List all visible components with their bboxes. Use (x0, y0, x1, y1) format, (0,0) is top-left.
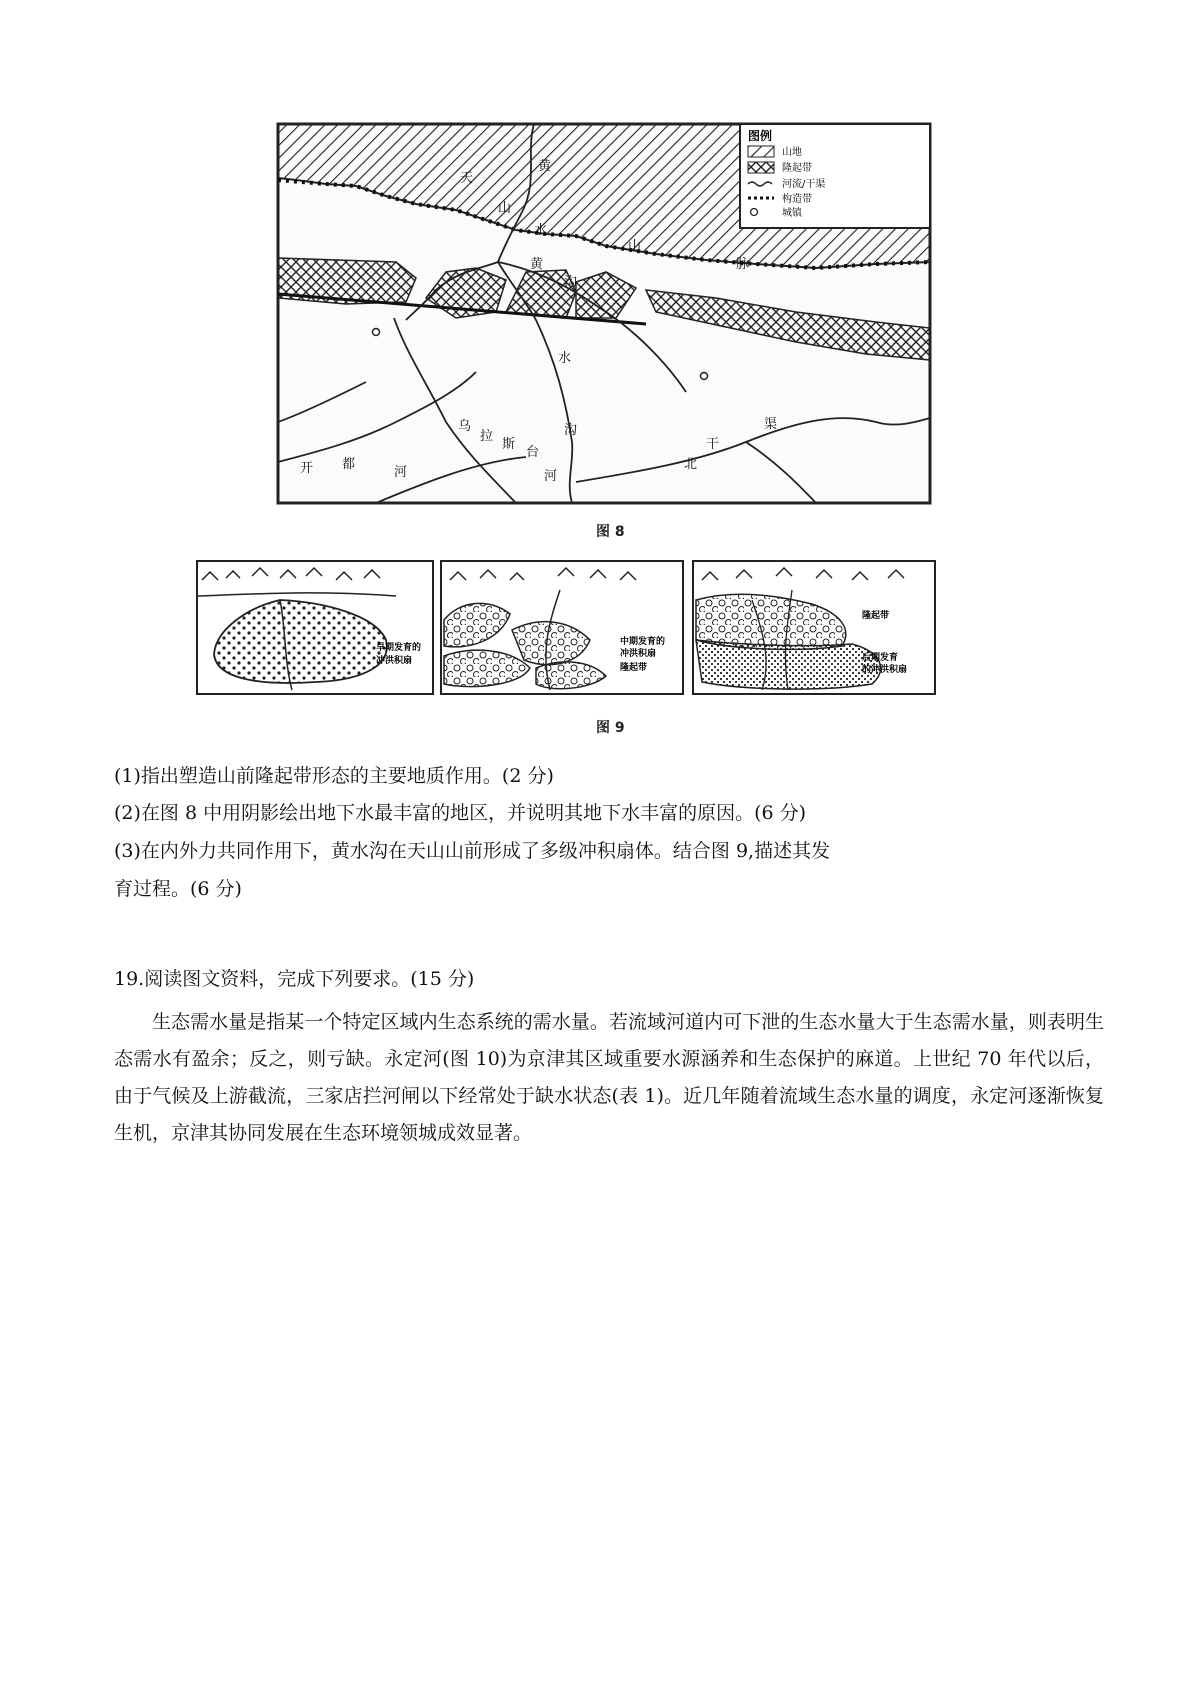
legend-label: 隆起带 (782, 163, 812, 174)
question-2: (2)在图 8 中用阴影绘出地下水最丰富的地区，并说明其地下水丰富的原因。(6 分) (114, 802, 807, 824)
panel-label: 早期发育的 (376, 643, 422, 653)
question-1: (1)指出塑造山前隆起带形态的主要地质作用。(2 分) (114, 765, 554, 787)
map-label: 干 (706, 437, 720, 452)
legend-title: 图例 (748, 129, 773, 143)
map-label: 开 (300, 461, 314, 476)
panel-label: 隆起带 (862, 611, 890, 621)
question-19-paragraph: 生态需水量是指某一个特定区域内生态系统的需水量。若流域河道内可下泄的生态水量大于生态需水量，则表明生态需水有盈余；反之，则亏缺。永定河(图 10)为京津其区域重要水源涵养和生态保护的麻道。上世纪 70 年代以后，由于气候及上游截流，三家店拦河闸以下经常处于缺水状态(表 1)。近几年随着流域生态水量的调度，永定河逐渐恢复生机，京津其协同发展在生态环境领城成效显著。 (114, 1011, 1104, 1144)
map-label: 山 (498, 201, 512, 216)
map-legend (740, 124, 930, 228)
map-label: 河 (394, 465, 408, 480)
map-label: 脉 (736, 257, 750, 272)
figure-8-map (276, 122, 932, 505)
panel-label: 的冲洪积扇 (862, 665, 908, 675)
map-label: 山 (628, 239, 642, 254)
panel-label: 冲洪积扇 (376, 656, 413, 666)
legend-label: 河流/干渠 (782, 179, 826, 190)
map-label: 台 (526, 445, 540, 460)
legend-label: 构造带 (782, 194, 812, 205)
legend-label: 山地 (782, 147, 802, 158)
figure-8-caption: 图 8 (596, 524, 625, 540)
map-label: 都 (342, 457, 356, 472)
map-label: 水 (534, 223, 548, 238)
question-3-line-2: 育过程。(6 分) (114, 878, 242, 900)
map-label: 黄 (530, 257, 544, 272)
map-label: 渠 (764, 417, 778, 432)
figure-9-panel-early (196, 560, 434, 695)
panel-label: 中期发育的 (620, 637, 666, 647)
panel-label: 后期发育 (862, 653, 899, 663)
map-label: 斯 (502, 437, 516, 452)
legend-label: 城镇 (782, 208, 802, 219)
question-19-title: 19.阅读图文资料，完成下列要求。(15 分) (114, 968, 475, 990)
map-label: 黄 (538, 159, 552, 174)
question-3-line-1: (3)在内外力共同作用下，黄水沟在天山山前形成了多级冲积扇体。结合图 9,描述其发 (114, 840, 831, 862)
map-label: 拉 (480, 429, 494, 444)
map-label: 乌 (458, 419, 472, 434)
figure-9-panel-late (692, 560, 936, 695)
map-label: 天 (460, 171, 474, 186)
map-label: 沟 (564, 423, 578, 438)
map-label: 河 (544, 469, 558, 484)
figure-9-panel-middle (440, 560, 684, 695)
panel-label: 隆起带 (620, 663, 648, 673)
map-label: 北 (684, 457, 698, 472)
map-label: 沟 (564, 275, 578, 290)
panel-label: 冲洪积扇 (620, 649, 657, 659)
map-label: 水 (558, 351, 572, 366)
figure-9-caption: 图 9 (596, 720, 625, 736)
